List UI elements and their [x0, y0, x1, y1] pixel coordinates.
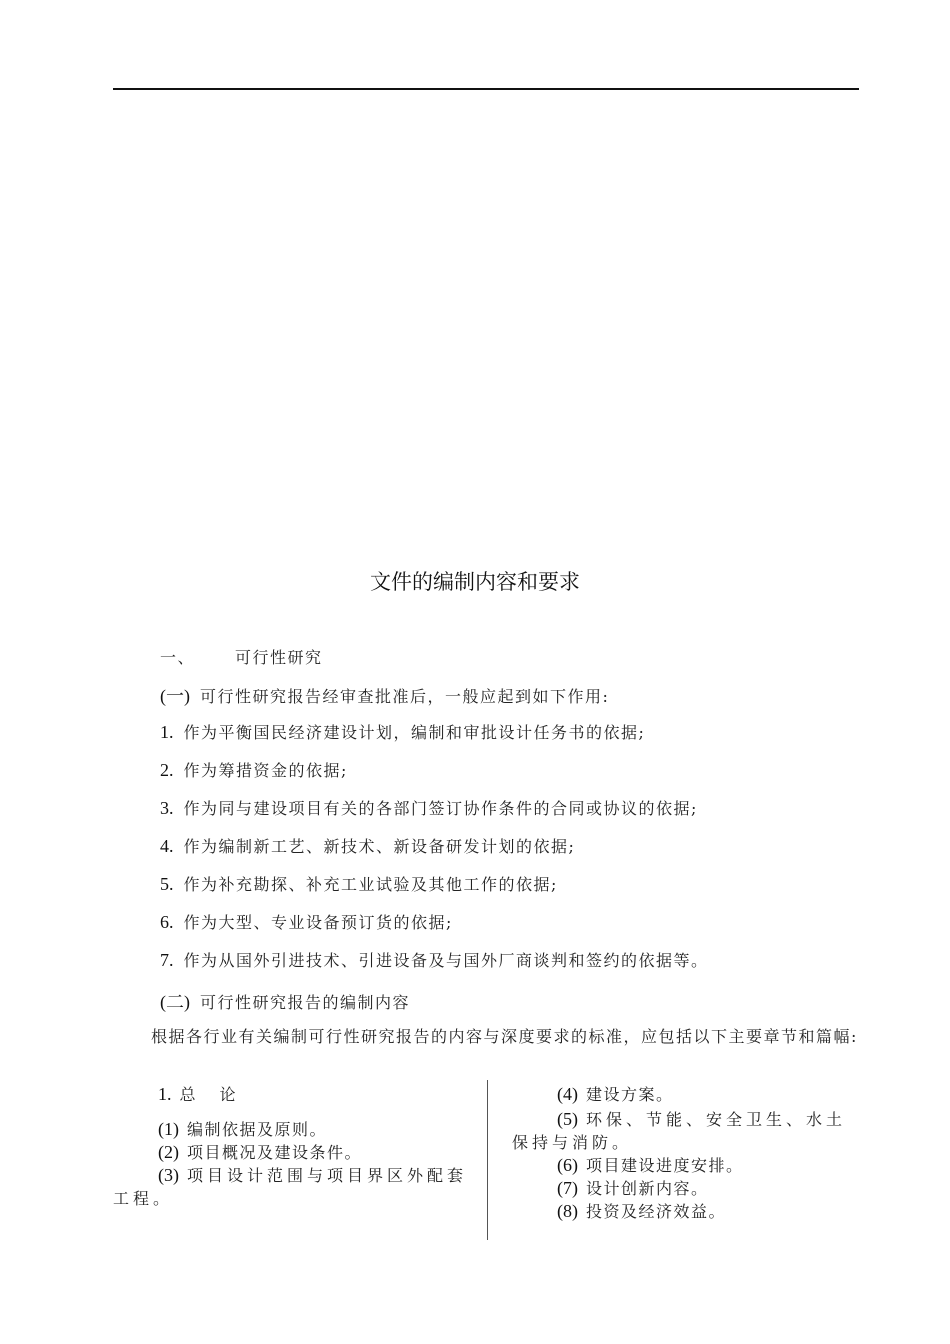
- column-divider: [487, 1080, 488, 1240]
- chapter-title: 总 论: [179, 1085, 240, 1104]
- list-item: [512, 1177, 860, 1200]
- list-item-number: (4): [557, 1084, 578, 1104]
- list-item: [113, 1141, 468, 1164]
- right-column: [512, 1083, 860, 1223]
- list-item: [160, 910, 453, 933]
- section-heading-feasibility: [160, 645, 323, 668]
- subsection-text: 可行性研究报告的编制内容: [200, 993, 411, 1012]
- intro-paragraph: 根据各行业有关编制可行性研究报告的内容与深度要求的标准，应包括以下主要章节和篇幅:: [151, 1027, 858, 1046]
- list-item: [160, 758, 348, 781]
- list-item-number: 1.: [160, 722, 174, 742]
- list-item-text: 环保、节能、安全卫生、水土保持与消防。: [512, 1110, 847, 1152]
- list-item-number: (3): [158, 1165, 179, 1185]
- list-item-text: 设计创新内容。: [586, 1179, 709, 1198]
- list-item: [160, 720, 645, 743]
- list-item-number: 2.: [160, 760, 174, 780]
- list-item-text: 作为补充勘探、补充工业试验及其他工作的依据;: [183, 875, 558, 894]
- list-item-text: 建设方案。: [586, 1085, 674, 1104]
- list-item: [160, 834, 575, 857]
- list-item-text: 项目设计范围与项目界区外配套工程。: [113, 1166, 468, 1208]
- list-item-text: 项目概况及建设条件。: [187, 1143, 363, 1162]
- list-item-text: 作为筹措资金的依据;: [183, 761, 348, 780]
- header-rule: [113, 88, 859, 90]
- subsection-text: 可行性研究报告经审查批准后，一般应起到如下作用:: [200, 687, 610, 706]
- list-item-text: 作为编制新工艺、新技术、新设备研发计划的依据;: [183, 837, 576, 856]
- list-item-number: 3.: [160, 798, 174, 818]
- list-item-number: (6): [557, 1155, 578, 1175]
- subsection-heading-2: [160, 988, 410, 1014]
- chapter-number: 1.: [158, 1084, 172, 1104]
- list-item-text: 作为大型、专业设备预订货的依据;: [183, 913, 453, 932]
- list-item-number: (2): [158, 1142, 179, 1162]
- section-number: 一、: [160, 648, 196, 667]
- list-item: [113, 1118, 468, 1141]
- list-item-number: (5): [557, 1109, 578, 1129]
- list-item: [160, 948, 709, 971]
- chapter-heading: [113, 1083, 468, 1106]
- list-item-number: 6.: [160, 912, 174, 932]
- list-item: [512, 1083, 860, 1106]
- list-item-number: 7.: [160, 950, 174, 970]
- list-item: [160, 872, 558, 895]
- document-title: 文件的编制内容和要求: [370, 570, 580, 594]
- list-item-number: 5.: [160, 874, 174, 894]
- left-column: [113, 1083, 468, 1210]
- list-item: [512, 1154, 860, 1177]
- list-item-number: (7): [557, 1178, 578, 1198]
- section-label: 可行性研究: [235, 648, 323, 667]
- list-item: [160, 796, 698, 819]
- list-item-number: (8): [557, 1201, 578, 1221]
- list-item-number: (1): [158, 1119, 179, 1139]
- subsection-number: (一): [160, 686, 190, 706]
- list-item-number: 4.: [160, 836, 174, 856]
- subsection-heading-1: [160, 682, 609, 708]
- list-item-text: 作为平衡国民经济建设计划，编制和审批设计任务书的依据;: [183, 723, 646, 742]
- list-item-text: 投资及经济效益。: [586, 1202, 727, 1221]
- subsection-number: (二): [160, 992, 190, 1012]
- list-item: [512, 1108, 860, 1154]
- list-item-text: 作为同与建设项目有关的各部门签订协作条件的合同或协议的依据;: [183, 799, 698, 818]
- list-item: [512, 1200, 860, 1223]
- list-item-text: 编制依据及原则。: [187, 1120, 328, 1139]
- list-item-text: 作为从国外引进技术、引进设备及与国外厂商谈判和签约的依据等。: [183, 951, 709, 970]
- list-item: [113, 1164, 468, 1210]
- list-item-text: 项目建设进度安排。: [586, 1156, 744, 1175]
